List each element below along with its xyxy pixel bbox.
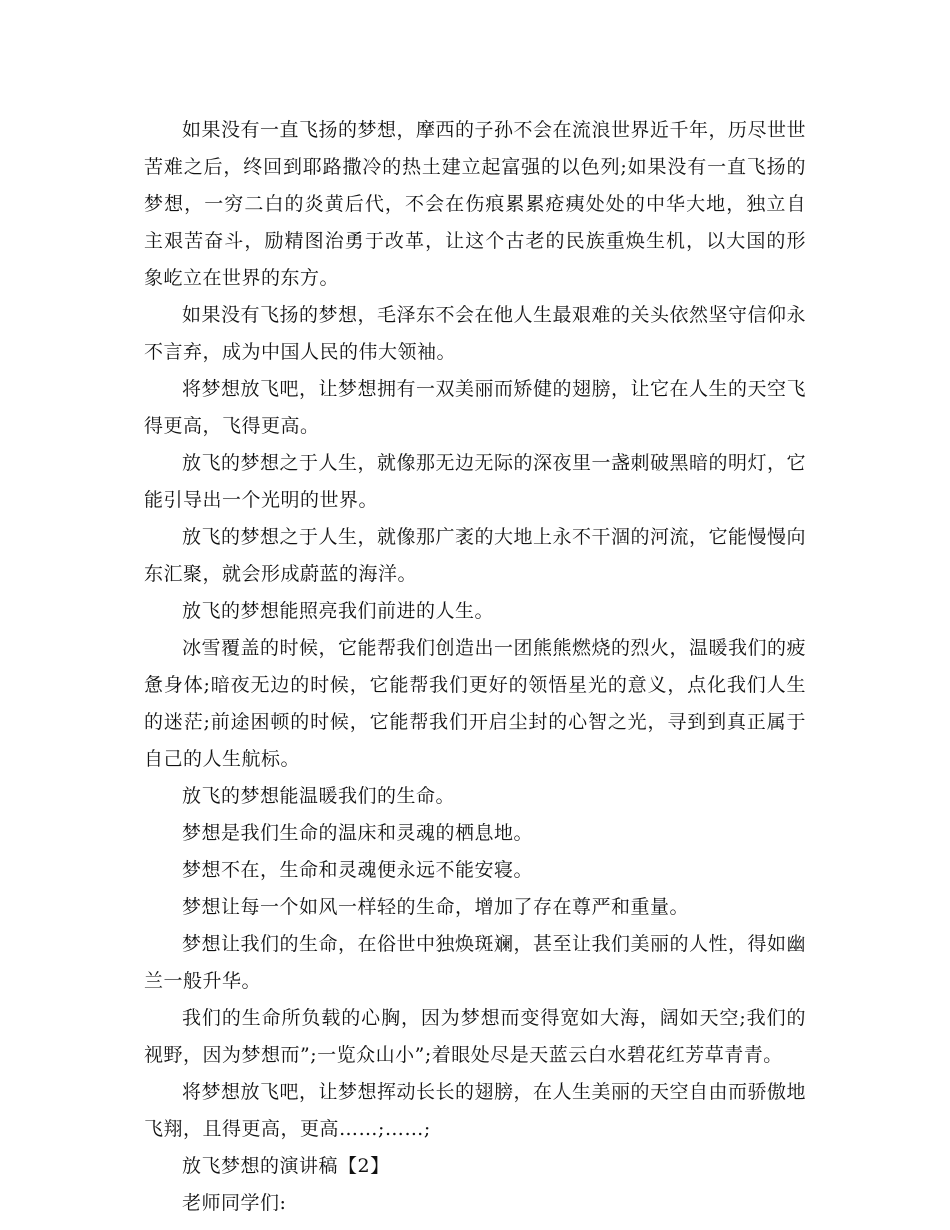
paragraph-1: 如果没有一直飞扬的梦想，摩西的子孙不会在流浪世界近千年，历尽世世苦难之后，终回到耶路撒冷的热土建立起富强的以色列;如果没有一直飞扬的梦想，一穷二白的炎黄后代，不会在伤痕累累疮痍处处的中华大地，独立自主艰苦奋斗，励精图治勇于改革，让这个古老的民族重焕生机，以大国的形象屹立在世界的东方。 [144, 119, 807, 289]
paragraph-14: 将梦想放飞吧，让梦想挥动长长的翅膀，在人生美丽的天空自由而骄傲地飞翔，且得更高，更高……;……; [144, 1081, 807, 1140]
paragraph-8: 放飞的梦想能温暖我们的生命。 [182, 785, 456, 807]
section-heading: 放飞梦想的演讲稿【2】 [182, 1155, 390, 1177]
paragraph-10: 梦想不在，生命和灵魂便永远不能安寝。 [182, 859, 534, 881]
paragraph-11: 梦想让每一个如风一样轻的生命，增加了存在尊严和重量。 [182, 896, 690, 918]
salutation: 老师同学们: [182, 1192, 287, 1214]
paragraph-13: 我们的生命所负载的心胸，因为梦想而变得宽如大海，阔如天空;我们的视野，因为梦想而”;一览众山小”;着眼处尽是天蓝云白水碧花红芳草青青。 [144, 1007, 806, 1066]
paragraph-7: 冰雪覆盖的时候，它能帮我们创造出一团熊熊燃烧的烈火，温暖我们的疲惫身体;暗夜无边的时候，它能帮我们更好的领悟星光的意义，点化我们人生的迷茫;前途困顿的时候，它能帮我们开启尘封的心智之光，寻到到真正属于自己的人生航标。 [144, 637, 807, 770]
paragraph-12: 梦想让我们的生命，在俗世中独焕斑斓，甚至让我们美丽的人性，得如幽兰一般升华。 [144, 933, 807, 992]
paragraph-5: 放飞的梦想之于人生，就像那广袤的大地上永不干涸的河流，它能慢慢向东汇聚，就会形成蔚蓝的海洋。 [144, 526, 807, 585]
paragraph-6: 放飞的梦想能照亮我们前进的人生。 [182, 600, 495, 622]
paragraph-2: 如果没有飞扬的梦想，毛泽东不会在他人生最艰难的关头依然坚守信仰永不言弃，成为中国人民的伟大领袖。 [144, 304, 807, 363]
paragraph-9: 梦想是我们生命的温床和灵魂的栖息地。 [182, 822, 534, 844]
document-body [144, 112, 806, 1222]
paragraph-3: 将梦想放飞吧，让梦想拥有一双美丽而矫健的翅膀，让它在人生的天空飞得更高，飞得更高。 [144, 378, 807, 437]
paragraph-4: 放飞的梦想之于人生，就像那无边无际的深夜里一盏刺破黑暗的明灯，它能引导出一个光明的世界。 [144, 452, 807, 511]
